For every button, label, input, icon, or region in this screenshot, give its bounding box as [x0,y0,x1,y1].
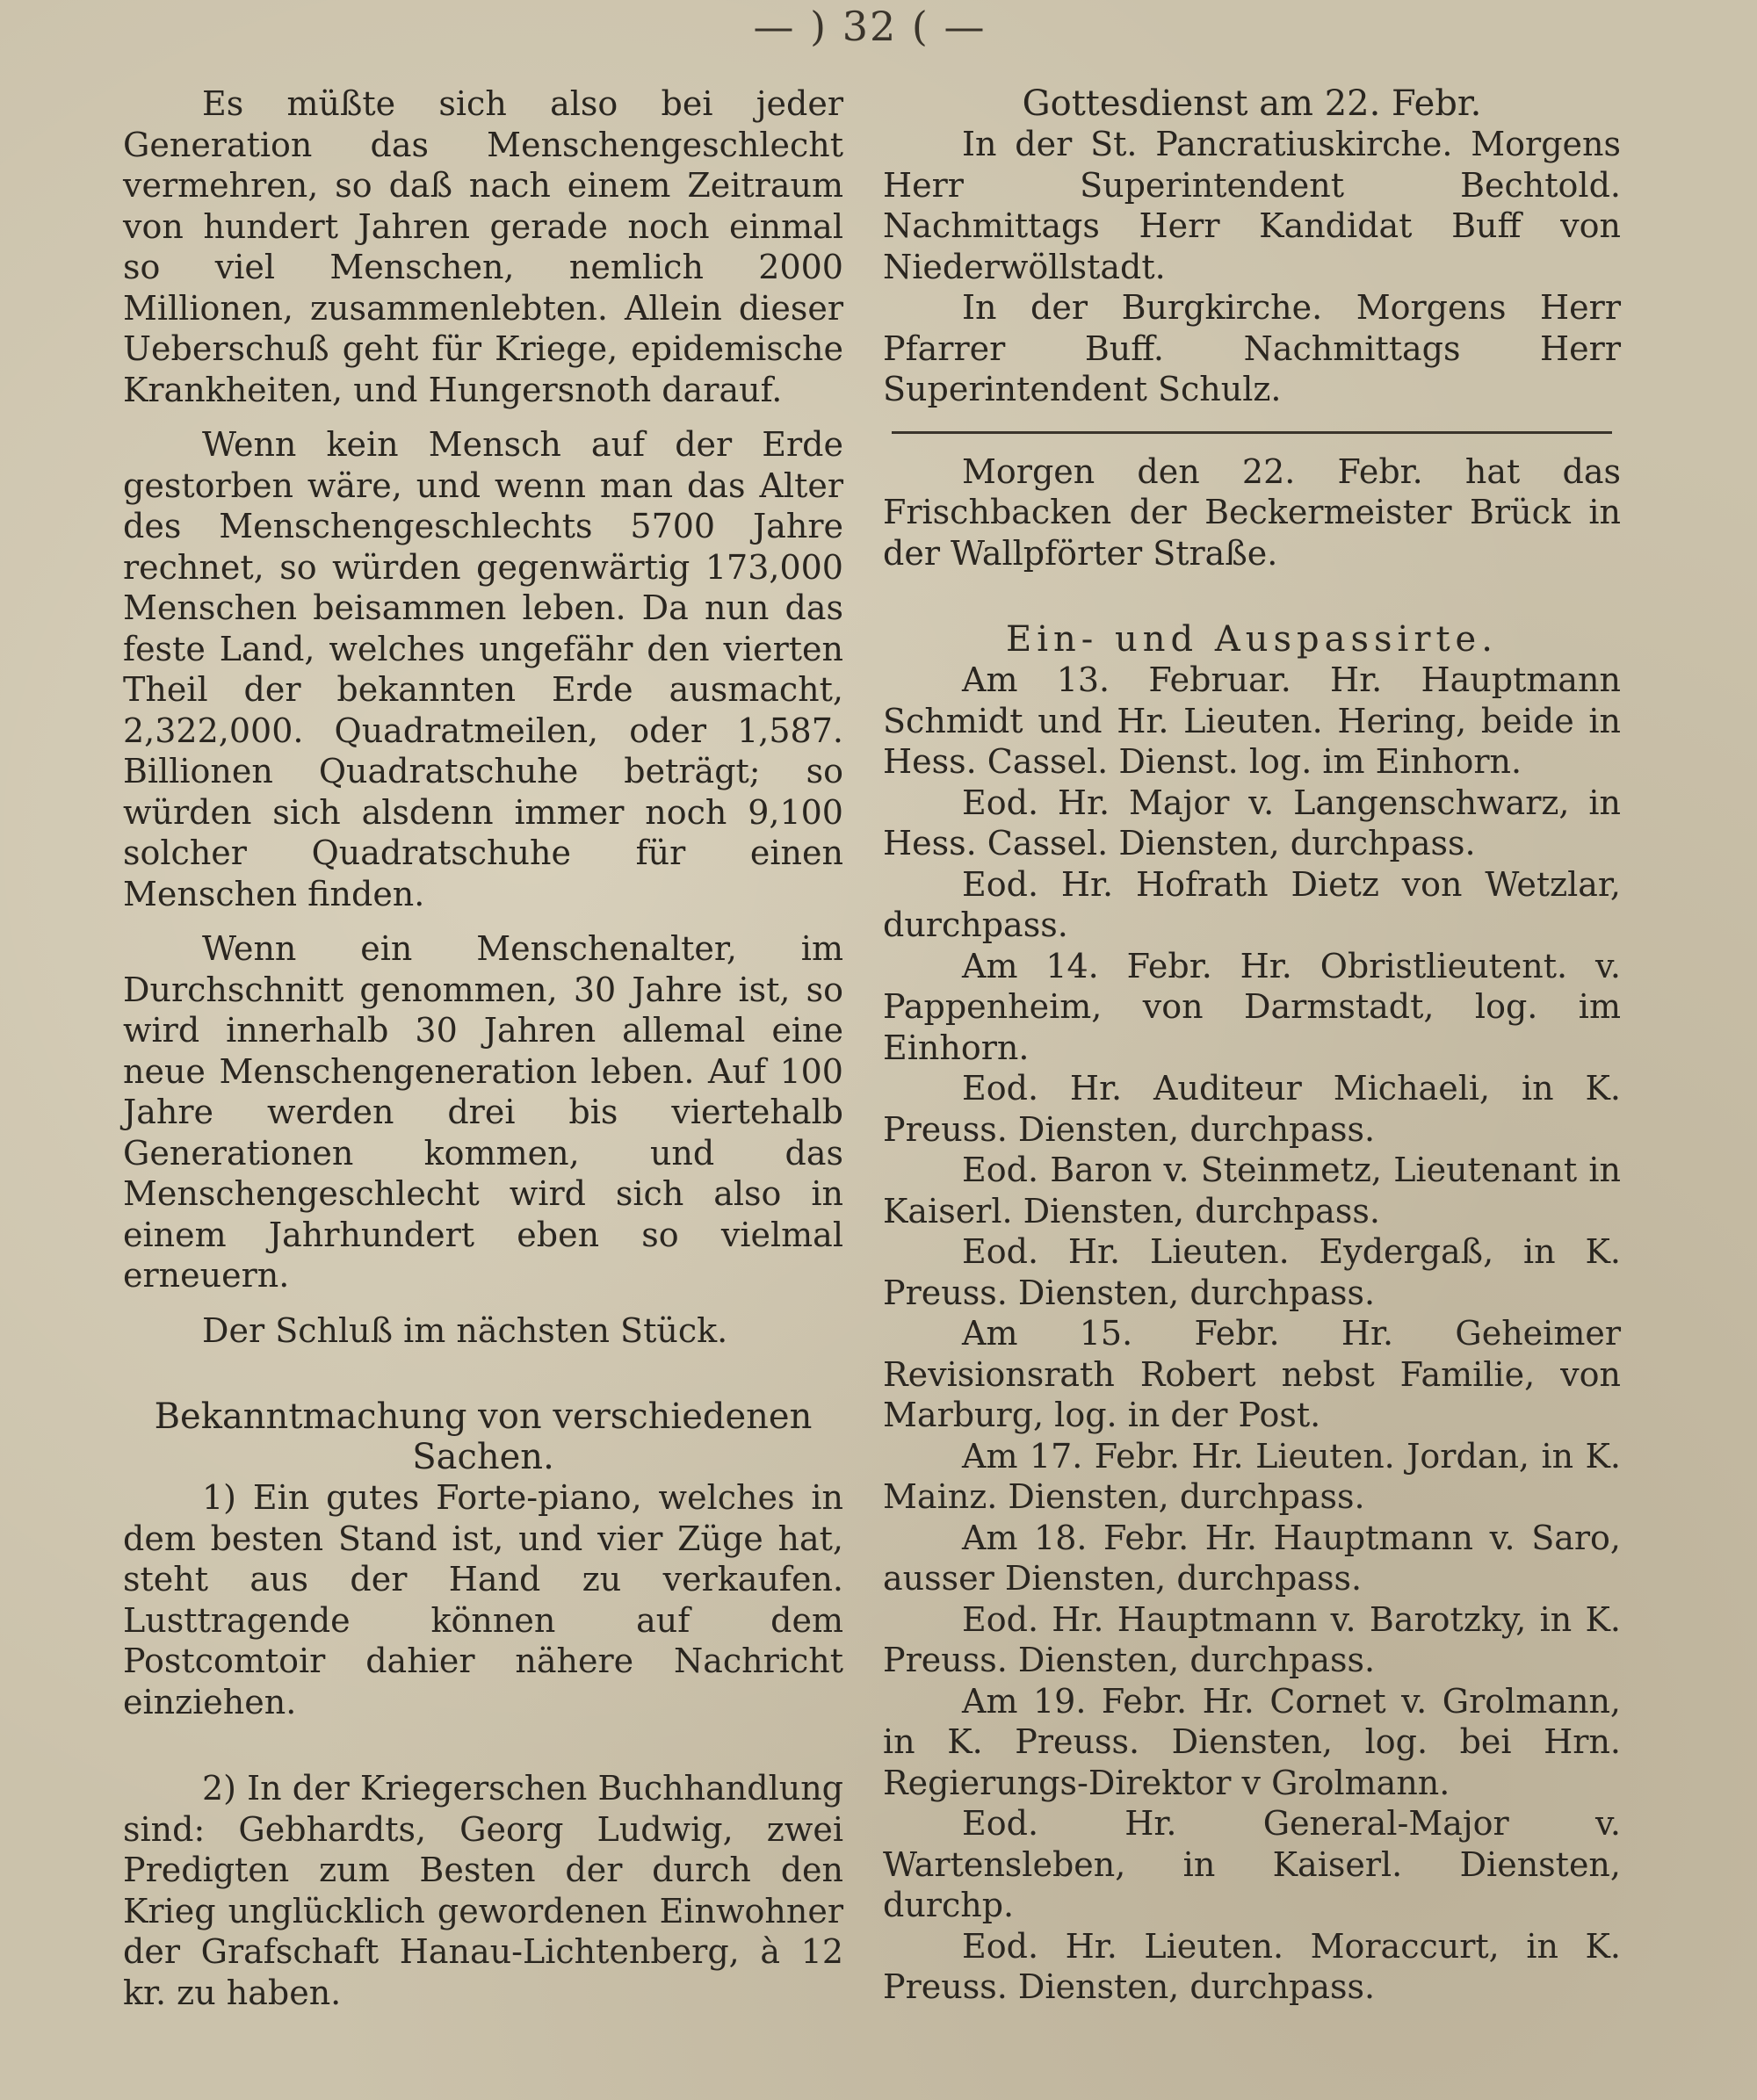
travel-entry: Am 15. Febr. Hr. Geheimer Revisionsrath Robert nebst Familie, von Marburg, log. in der Post. [883,1314,1621,1434]
service-heading: Gottesdienst am 22. Febr. [1022,83,1482,124]
service-burgkirche: In der Burgkirche. Morgens Herr Pfarrer Buff. Nachmittags Herr Superintendent Schulz. [883,288,1621,408]
continuation-note: Der Schluß im nächsten Stück. [202,1310,728,1350]
announcement-item-1: 1) Ein gutes Forte-piano, welches in dem besten Stand ist, und vier Züge hat, steht aus der Hand zu verkaufen. Lusttragende können auf dem Postcomtoir dahier nähere Nachricht einziehen. [123,1478,843,1721]
travel-entry: Eod. Hr. Auditeur Michaeli, in K. Preuss. Diensten, durchpass. [883,1069,1621,1149]
travel-entry: Eod. Baron v. Steinmetz, Lieutenant in Kaiserl. Diensten, durchpass. [883,1151,1621,1230]
travel-entry: Am 14. Febr. Hr. Obristlieutent. v. Pappenheim, von Darmstadt, log. im Einhorn. [883,946,1621,1067]
travel-entry: Eod. Hr. Lieuten. Eydergaß, in K. Preuss. Diensten, durchpass. [883,1232,1621,1312]
travel-entry: Eod. Hr. Hofrath Dietz von Wetzlar, durchpass. [883,864,1621,944]
service-pancratius: In der St. Pancratiuskirche. Morgens Herr Superintendent Bechtold. Nachmittags Herr Kandidat Buff von Niederwöllstadt. [883,125,1621,286]
travel-heading: Ein- und Auspassirte. [1006,619,1498,660]
travel-entry: Am 17. Febr. Hr. Lieuten. Jordan, in K. Mainz. Diensten, durchpass. [883,1436,1621,1516]
paragraph-generations: Es müßte sich also bei jeder Generation das Menschengeschlecht vermehren, so daß nach einem Zeitraum von hundert Jahren gerade noch einmal so viel Menschen, nemlich 2000 Millionen, zusammenlebten. Allein dieser Ueberschuß geht für Kriege, epidemische Krankheiten, und Hungersnoth darauf. [123,84,843,409]
right-column [883,83,1621,2008]
travel-entry: Am 18. Febr. Hr. Hauptmann v. Saro, ausser Diensten, durchpass. [883,1518,1621,1598]
travel-entry: Eod. Hr. Major v. Langenschwarz, in Hess. Cassel. Diensten, durchpass. [883,783,1621,862]
section-heading-announcements: Bekanntmachung von verschiedenen Sachen. [154,1396,813,1477]
section-divider [892,431,1612,434]
travel-entry: Am 13. Februar. Hr. Hauptmann Schmidt und Hr. Lieuten. Hering, beide in Hess. Cassel. Dienst. log. im Einhorn. [883,660,1621,781]
paragraph-population: Wenn kein Mensch auf der Erde gestorben wäre, und wenn man das Alter des Menschengeschlechts 5700 Jahre rechnet, so würden gegenwärtig 173,000 Menschen beisammen leben. Da nun das feste Land, welches ungefähr den vierten Theil der bekannten Erde ausmacht, 2,322,000. Quadratmeilen, oder 1,587. Billionen Quadratschuhe beträgt; so würden sich alsdenn immer noch 9,100 solcher Quadratschuhe für einen Menschen finden. [123,425,843,913]
travel-entry: Eod. Hr. Hauptmann v. Barotzky, in K. Preuss. Diensten, durchpass. [883,1599,1621,1679]
baker-notice: Morgen den 22. Febr. hat das Frischbacken der Beckermeister Brück in der Wallpförter Straße. [883,451,1621,573]
travel-entry: Eod. Hr. Lieuten. Moraccurt, in K. Preuss. Diensten, durchpass. [883,1926,1621,2006]
travel-entry: Am 19. Febr. Hr. Cornet v. Grolmann, in K. Preuss. Diensten, log. bei Hrn. Regierungs-Direktor v Grolmann. [883,1681,1621,1802]
paragraph-lifespan: Wenn ein Menschenalter, im Durchschnitt genommen, 30 Jahre ist, so wird innerhalb 30 Jahren allemal eine neue Menschengeneration leben. Auf 100 Jahre werden drei bis viertehalb Generationen kommen, und das Menschengeschlecht wird sich also in einem Jahrhundert eben so vielmal erneuern. [123,929,843,1295]
travel-entry: Eod. Hr. General-Major v. Wartensleben, in Kaiserl. Diensten, durchp. [883,1804,1621,1924]
page-number: — ) 32 ( — [753,3,987,50]
left-column [123,83,843,2013]
announcement-item-2: 2) In der Kriegerschen Buchhandlung sind: Gebhardts, Georg Ludwig, zwei Predigten zum Besten der durch den Krieg unglücklich gewordenen Einwohner der Grafschaft Hanau-Lichtenberg, à 12 kr. zu haben. [123,1769,843,2012]
